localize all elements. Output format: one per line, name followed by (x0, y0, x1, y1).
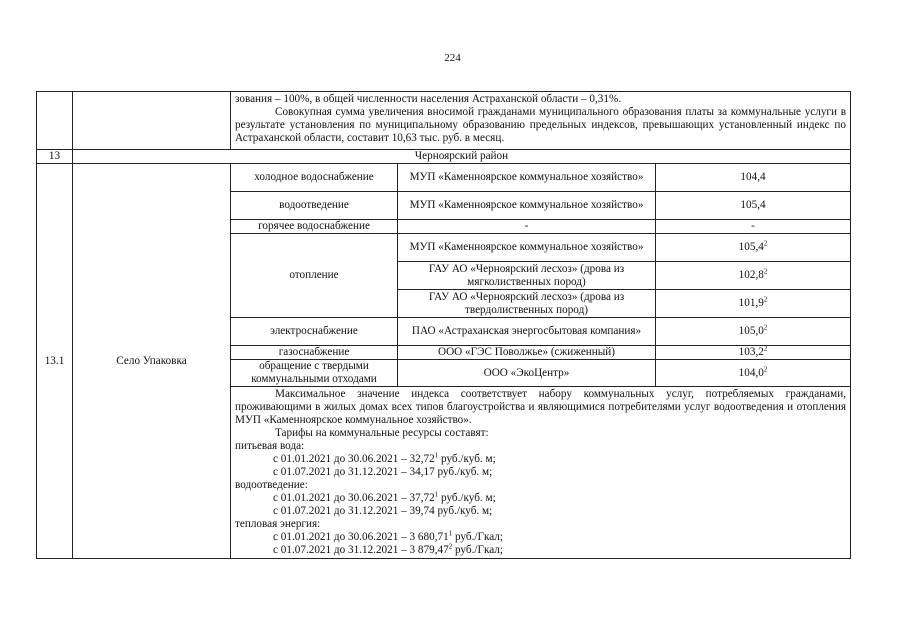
utility-index-table (36, 91, 851, 559)
district-number: 13 (37, 150, 73, 164)
provider-name: ООО «ЭкоЦентр» (398, 360, 656, 387)
tariff-line: с 01.01.2021 до 30.06.2021 – 32,72$^1$ руб./куб. м; (273, 451, 496, 465)
index-value: 102,8$^2$ (656, 262, 851, 290)
table-row (37, 164, 851, 192)
district-row (37, 150, 851, 164)
index-value: 104,4 (656, 164, 851, 192)
service-name: обращение с твердыми коммунальными отходами (231, 360, 398, 387)
tariff-line: с 01.07.2021 до 31.12.2021 – 3 879,47$^2$ руб./Гкал; (273, 542, 503, 556)
index-value: 101,9$^2$ (656, 290, 851, 318)
service-name: отопление (231, 234, 398, 318)
text-line: водоотведение: (235, 479, 308, 491)
service-name: газоснабжение (231, 346, 398, 360)
index-value: 105,4$^2$ (656, 234, 851, 262)
index-value: 105,0$^2$ (656, 318, 851, 346)
text-line: Тарифы на коммунальные ресурсы составят: (275, 427, 489, 439)
district-name: Черноярский район (73, 150, 851, 164)
provider-name: ГАУ АО «Черноярский лесхоз» (дрова из твердолиственных пород) (398, 290, 656, 318)
tariff-line: с 01.07.2021 до 31.12.2021 – 34,17 руб./куб. м; (273, 466, 493, 478)
page-number: 224 (444, 52, 461, 64)
service-name: холодное водоснабжение (231, 164, 398, 192)
tariff-line: с 01.07.2021 до 31.12.2021 – 39,74 руб./куб. м; (273, 505, 493, 517)
settlement-name: Село Упаковка (73, 164, 231, 559)
text-line: тепловая энергия: (235, 518, 321, 530)
provider-name: МУП «Каменноярское коммунальное хозяйство» (398, 234, 656, 262)
provider-name: ООО «ГЭС Поволжье» (сжиженный) (398, 346, 656, 360)
index-value: - (656, 220, 851, 234)
paragraph: Максимальное значение индекса соответствует набору коммунальных услуг, потребляемых гражданами, проживающими в жилых домах всех типов благоустройства и являющимися потребителями услуг водоотведения и отопления МУП «Каменноярское коммунальное хозяйство». (235, 388, 846, 426)
provider-name: - (398, 220, 656, 234)
text-line: зования – 100%, в общей численности населения Астраханской области – 0,31%. (235, 93, 622, 105)
service-name: водоотведение (231, 192, 398, 220)
table-row (37, 92, 851, 150)
notes-cell (231, 387, 851, 559)
index-value: 103,2$^2$ (656, 346, 851, 360)
settlement-number: 13.1 (37, 164, 73, 559)
provider-name: МУП «Каменноярское коммунальное хозяйство» (398, 164, 656, 192)
provider-name: ГАУ АО «Черноярский лесхоз» (дрова из мягколиственных пород) (398, 262, 656, 290)
service-name: горячее водоснабжение (231, 220, 398, 234)
service-name: электроснабжение (231, 318, 398, 346)
provider-name: МУП «Каменноярское коммунальное хозяйство» (398, 192, 656, 220)
text-line: питьевая вода: (235, 440, 305, 452)
continued-text-cell (231, 92, 851, 150)
index-value: 104,0$^2$ (656, 360, 851, 387)
tariff-line: с 01.01.2021 до 30.06.2021 – 37,72$^1$ руб./куб. м; (273, 490, 496, 504)
tariff-line: с 01.01.2021 до 30.06.2021 – 3 680,71$^1$ руб./Гкал; (273, 529, 503, 543)
index-value: 105,4 (656, 192, 851, 220)
paragraph: Совокупная сумма увеличения вносимой гражданами муниципального образования платы за коммунальные услуги в результате установления по муниципальному образованию предельных индексов, превышающих установленный индекс по Астраханской области, составит 10,63 тыс. руб. в месяц. (235, 106, 846, 144)
provider-name: ПАО «Астраханская энергосбытовая компания» (398, 318, 656, 346)
